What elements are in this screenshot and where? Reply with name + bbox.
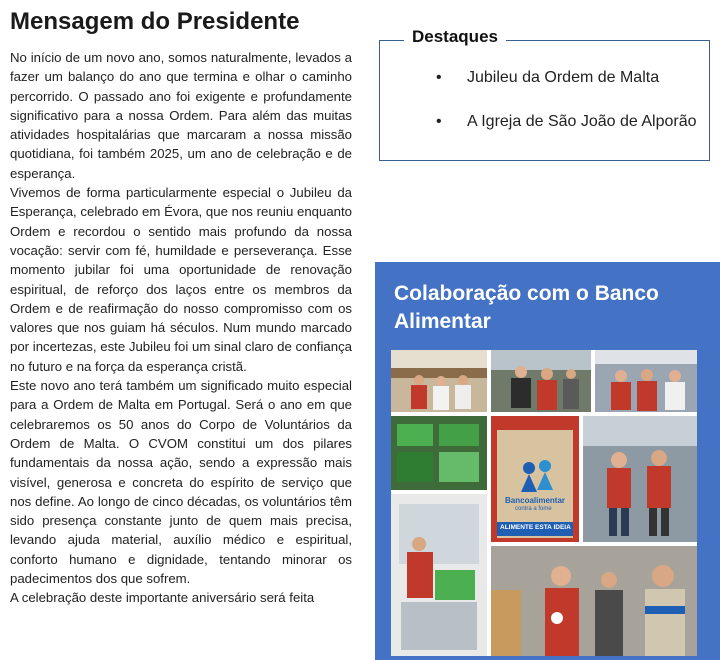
- photo-volunteers-supermarket: [391, 350, 487, 412]
- paragraph-2: Vivemos de forma particularmente especial o Jubileu da Esperança, celebrado em Évora, que nos reuniu enquanto Ordem e recordou o sentido mais profundo da nossa vocação: servir com fé, humildade e perseverança. Esse momento jubilar foi uma oportunidade de renovação espiritual, de reforço dos laços entre os membros da Ordem e de reafirmação do nosso compromisso com os valores que nos guiam há séculos. Num mundo marcado por incertezas, este Jubileu foi um sinal claro de confiança no futuro e na força da esperança cristã.: [10, 185, 352, 374]
- highlights-list: [380, 67, 707, 155]
- photo-loading-van: [391, 494, 487, 656]
- bullet-icon: •: [436, 69, 442, 86]
- president-message-body: [10, 48, 352, 608]
- highlight-item-label: Jubileu da Ordem de Malta: [467, 69, 660, 86]
- photo-two-volunteers: [583, 416, 697, 542]
- photo-collage: [391, 350, 697, 656]
- paragraph-1: No início de um novo ano, somos naturalmente, levados a fazer um balanço do ano que termina e olhar o caminho percorrido. O passado ano foi exigente e profundamente significativo para a nossa Ordem. Para além das muitas atividades hospitalárias que marcaram a nossa missão quotidiana, foi também 2025, um ano de celebração e de esperança.: [10, 50, 352, 181]
- photo-collecting-donations: [491, 546, 697, 656]
- photo-produce-crates: [391, 416, 487, 490]
- food-bank-banner: [375, 262, 720, 660]
- highlights-box: [379, 27, 710, 161]
- highlight-item[interactable]: [380, 111, 707, 133]
- highlights-title: Destaques: [404, 27, 506, 47]
- bullet-icon: •: [436, 113, 442, 130]
- highlight-item[interactable]: [380, 67, 707, 89]
- page-title: Mensagem do Presidente: [10, 8, 300, 35]
- photo-food-bank-bag: [491, 416, 579, 542]
- highlight-item-label: A Igreja de São João de Alporão: [467, 113, 697, 130]
- photo-three-volunteers: [595, 350, 697, 412]
- paragraph-4: A celebração deste importante aniversário será feita: [10, 590, 315, 606]
- banner-title: Colaboração com o Banco Alimentar: [394, 282, 659, 333]
- bag-slogan: ALIMENTE ESTA IDEIA: [500, 524, 571, 531]
- photo-volunteers-group: [491, 350, 591, 412]
- bag-logo-text: Bancoalimentar: [505, 496, 566, 505]
- bag-logo-subtext: contra a fome: [515, 506, 552, 512]
- paragraph-3: Este novo ano terá também um significado muito especial para a Ordem de Malta em Portugal. Será o ano em que celebraremos os 50 anos do Corpo de Voluntários da Ordem de Malta. O CVOM constitui um dos pilares fundamentais da nossa ação, sendo a expressão mais visível, generosa e concreta do espírito de serviço que nos define. Ao longo de cinco décadas, os voluntários têm sido presença constante junto de quem mais precisa, levando ajuda material, auxílio médico e espiritual, conforto humano e dignidade, tentando minorar os padecimentos dos que sofrem.: [10, 378, 352, 587]
